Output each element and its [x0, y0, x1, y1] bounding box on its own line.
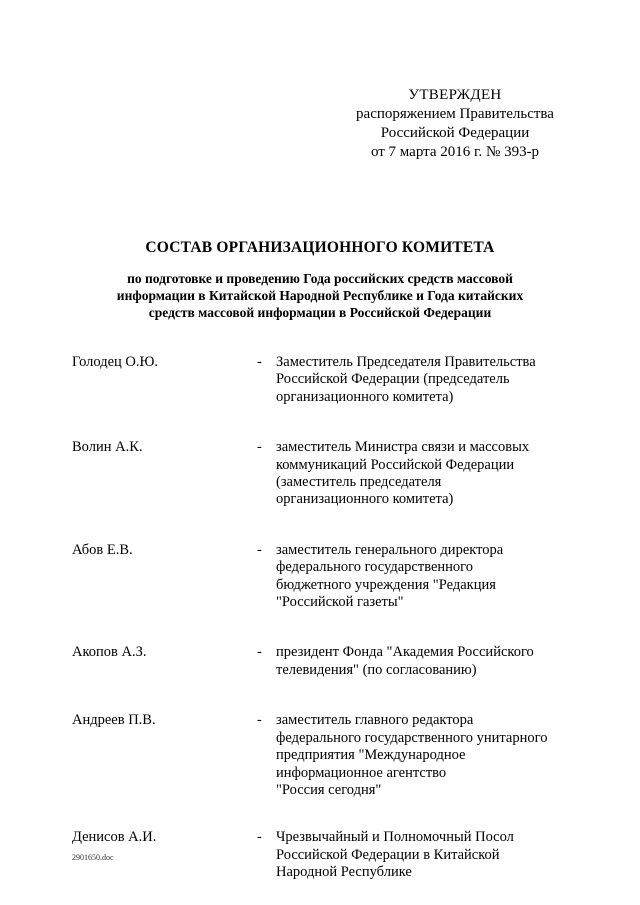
member-role-line: заместитель Министра связи и массовых	[276, 439, 530, 456]
approval-line: распоряжением Правительства	[356, 106, 554, 122]
member-dash: -	[257, 354, 262, 370]
member-role-line: заместитель генерального директора	[276, 541, 504, 558]
member-role-line: президент Фонда "Академия Российского	[276, 644, 534, 661]
member-role-line: Российской Федерации (председатель	[276, 371, 510, 388]
member-name: Абов Е.В.	[72, 541, 133, 558]
member-role-line: Народной Республике	[276, 864, 412, 881]
member-name: Голодец О.Ю.	[72, 354, 159, 370]
member-role-line: предприятия "Международное	[276, 747, 466, 764]
document-subtitle	[60, 270, 580, 321]
member-name: Андреев П.В.	[72, 712, 156, 729]
member-entry	[72, 829, 582, 881]
member-name: Волин А.К.	[72, 439, 143, 456]
member-entry	[72, 712, 582, 799]
document-title: СОСТАВ ОРГАНИЗАЦИОННОГО КОМИТЕТА	[145, 239, 495, 256]
member-role-line: "Российской газеты"	[276, 594, 404, 611]
members-list	[72, 354, 582, 882]
member-role-line: Российской Федерации в Китайской	[276, 846, 500, 863]
member-role-line: бюджетного учреждения "Редакция	[276, 576, 496, 593]
approval-title: УТВЕРЖДЕН	[408, 87, 502, 103]
member-role-line: федерального государственного	[276, 559, 474, 576]
member-role-line: информационное агентство	[276, 764, 447, 781]
subtitle-line: средств массовой информации в Российской Федерации	[148, 305, 492, 320]
member-dash: -	[257, 829, 262, 846]
member-name: Денисов А.И.	[72, 829, 157, 846]
member-role-line: (заместитель председателя	[276, 474, 442, 491]
member-entry	[72, 542, 582, 612]
member-entry	[72, 644, 582, 679]
member-role	[276, 829, 582, 881]
member-dash: -	[257, 439, 262, 456]
member-role-line: организационного комитета)	[276, 491, 454, 508]
document-heading	[60, 238, 580, 321]
member-role-line: Чрезвычайный и Полномочный Посол	[276, 829, 514, 846]
file-code: 2901650.doc	[72, 853, 114, 862]
member-role	[276, 439, 582, 509]
subtitle-line: по подготовке и проведению Года российских средств массовой	[127, 271, 513, 286]
approval-line: от 7 марта 2016 г. № 393-р	[370, 144, 540, 160]
subtitle-line: информации в Китайской Народной Республике и Года китайских	[116, 288, 524, 303]
member-entry	[72, 439, 582, 509]
member-role-line: телевидения" (по согласованию)	[276, 661, 477, 678]
member-role	[276, 644, 582, 679]
member-role-line: коммуникаций Российской Федерации	[276, 456, 515, 473]
member-role	[276, 542, 582, 612]
member-role-line: организационного комитета)	[276, 388, 454, 405]
member-role-line: заместитель главного редактора	[276, 712, 474, 729]
member-role	[276, 712, 582, 799]
member-role-line: "Россия сегодня"	[276, 781, 382, 798]
member-name: Акопов А.З.	[72, 644, 147, 661]
member-entry	[72, 354, 582, 406]
member-dash: -	[257, 712, 262, 729]
member-role	[276, 354, 582, 406]
member-role-line: Заместитель Председателя Правительства	[276, 354, 536, 370]
member-role-line: федерального государственного унитарного	[276, 729, 548, 746]
approval-line: Российской Федерации	[380, 125, 530, 141]
member-dash: -	[257, 644, 262, 661]
approval-block	[330, 86, 580, 162]
member-dash: -	[257, 541, 262, 558]
